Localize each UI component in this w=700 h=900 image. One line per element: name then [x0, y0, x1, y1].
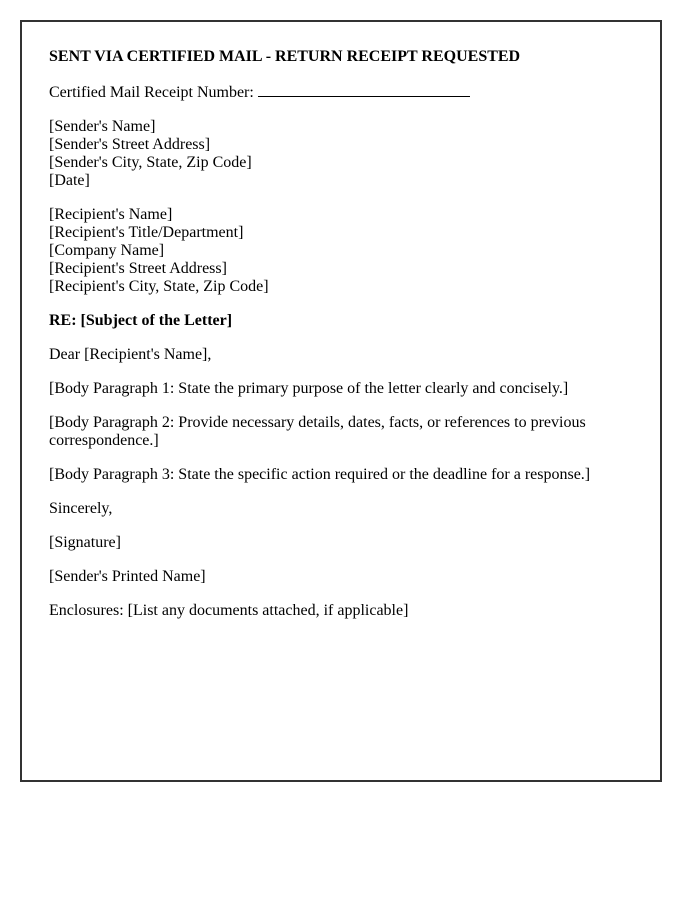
recipient-title-line: [Recipient's Title/Department]: [49, 224, 244, 241]
printed-name-line: [Sender's Printed Name]: [49, 568, 206, 585]
closing-line: Sincerely,: [49, 500, 113, 517]
recipient-street-line: [Recipient's Street Address]: [49, 260, 227, 277]
letter-heading: SENT VIA CERTIFIED MAIL - RETURN RECEIPT REQUESTED: [49, 48, 521, 65]
sender-city-line: [Sender's City, State, Zip Code]: [49, 154, 252, 171]
receipt-number-blank-line: [258, 82, 470, 97]
letter-document: [20, 20, 662, 782]
date-line: [Date]: [49, 172, 90, 189]
company-name-line: [Company Name]: [49, 242, 165, 259]
subject-line: RE: [Subject of the Letter]: [49, 312, 233, 329]
recipient-city-line: [Recipient's City, State, Zip Code]: [49, 278, 269, 295]
recipient-name-line: [Recipient's Name]: [49, 206, 173, 223]
receipt-number-row: [49, 82, 634, 102]
body-paragraph-3: [Body Paragraph 3: State the specific action required or the deadline for a response.]: [49, 466, 591, 483]
sender-name-line: [Sender's Name]: [49, 118, 156, 135]
salutation-line: Dear [Recipient's Name],: [49, 346, 212, 363]
signature-line: [Signature]: [49, 534, 121, 551]
body-paragraph-1: [Body Paragraph 1: State the primary purpose of the letter clearly and concisely.]: [49, 380, 569, 397]
sender-street-line: [Sender's Street Address]: [49, 136, 211, 153]
body-paragraph-2: [Body Paragraph 2: Provide necessary details, dates, facts, or references to previous correspondence.]: [49, 414, 586, 449]
receipt-number-label: Certified Mail Receipt Number:: [49, 84, 254, 101]
recipient-address-block: [49, 206, 634, 296]
sender-address-block: [49, 118, 634, 190]
enclosures-line: Enclosures: [List any documents attached, if applicable]: [49, 602, 409, 619]
